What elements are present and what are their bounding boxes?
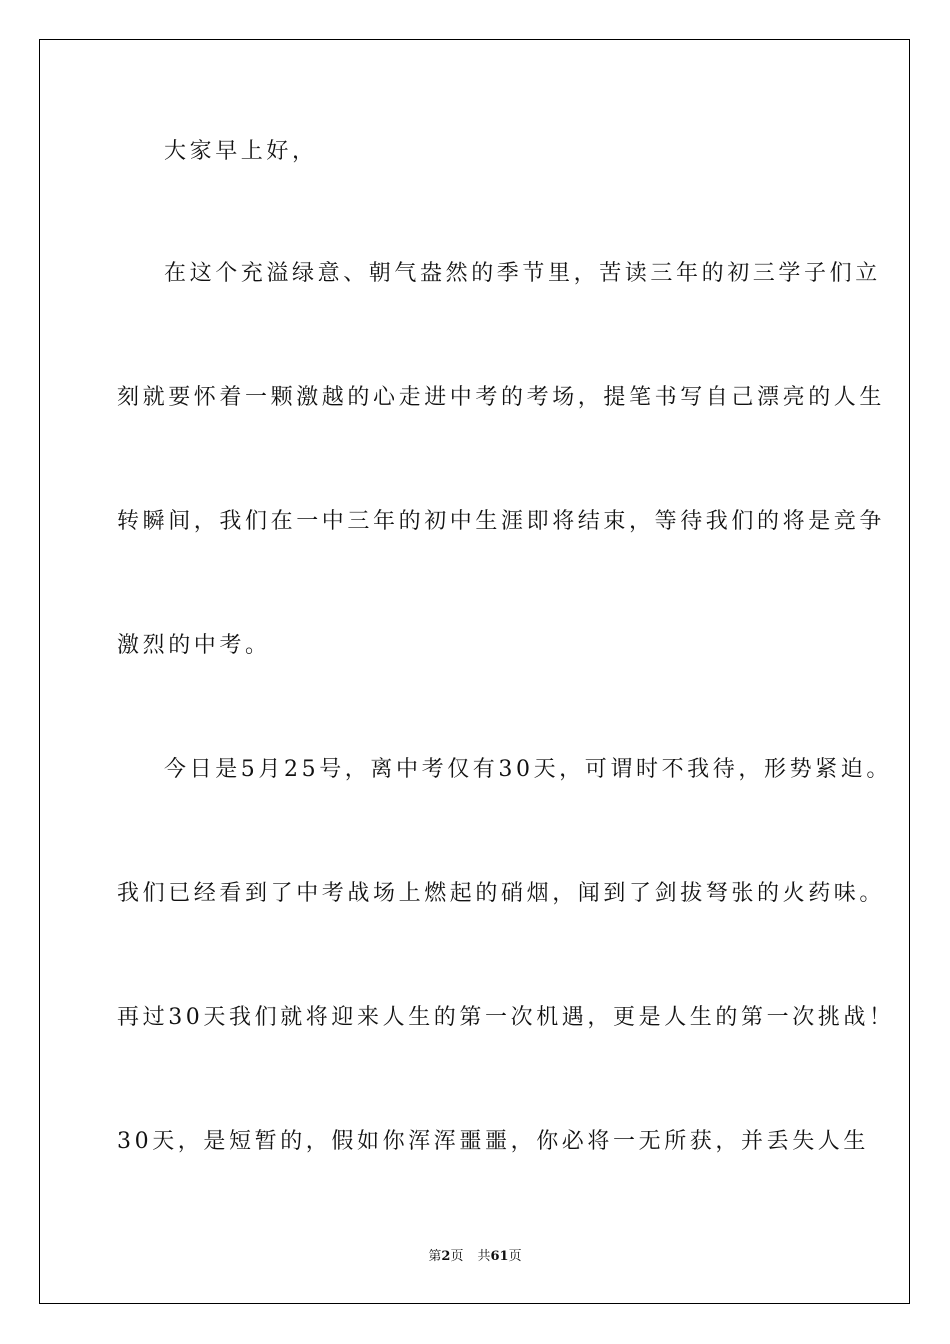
page-footer <box>0 1248 950 1266</box>
paragraph-line-2: 在这个充溢绿意、朝气盎然的季节里，苦读三年的初三学子们立 <box>164 261 881 286</box>
paragraph-line-8: 再过30天我们就将迎来人生的第一次机遇，更是人生的第一次挑战！ <box>117 1005 895 1030</box>
total-pages: 61 <box>490 1249 509 1264</box>
paragraph-line-9: 30天，是短暂的，假如你浑浑噩噩，你必将一无所获，并丢失人生 <box>117 1129 869 1154</box>
page-label-prefix: 第 <box>428 1249 442 1264</box>
paragraph-line-5: 激烈的中考。 <box>117 633 271 658</box>
paragraph-line-1: 大家早上好， <box>164 139 318 164</box>
paragraph-line-7: 我们已经看到了中考战场上燃起的硝烟，闻到了剑拔弩张的火药味。 <box>117 881 886 906</box>
paragraph-line-4: 转瞬间，我们在一中三年的初中生涯即将结束，等待我们的将是竞争 <box>117 509 886 534</box>
paragraph-line-3: 刻就要怀着一颗激越的心走进中考的考场，提笔书写自己漂亮的人生 <box>117 385 886 410</box>
paragraph-line-6: 今日是5月25号，离中考仅有30天，可谓时不我待，形势紧迫。 <box>164 757 892 782</box>
page-number: 2 <box>441 1249 451 1264</box>
total-label-suffix: 页 <box>508 1249 522 1264</box>
page-border <box>39 39 910 1304</box>
total-label-prefix: 共 <box>477 1249 491 1264</box>
page-label-suffix: 页 <box>450 1249 464 1264</box>
